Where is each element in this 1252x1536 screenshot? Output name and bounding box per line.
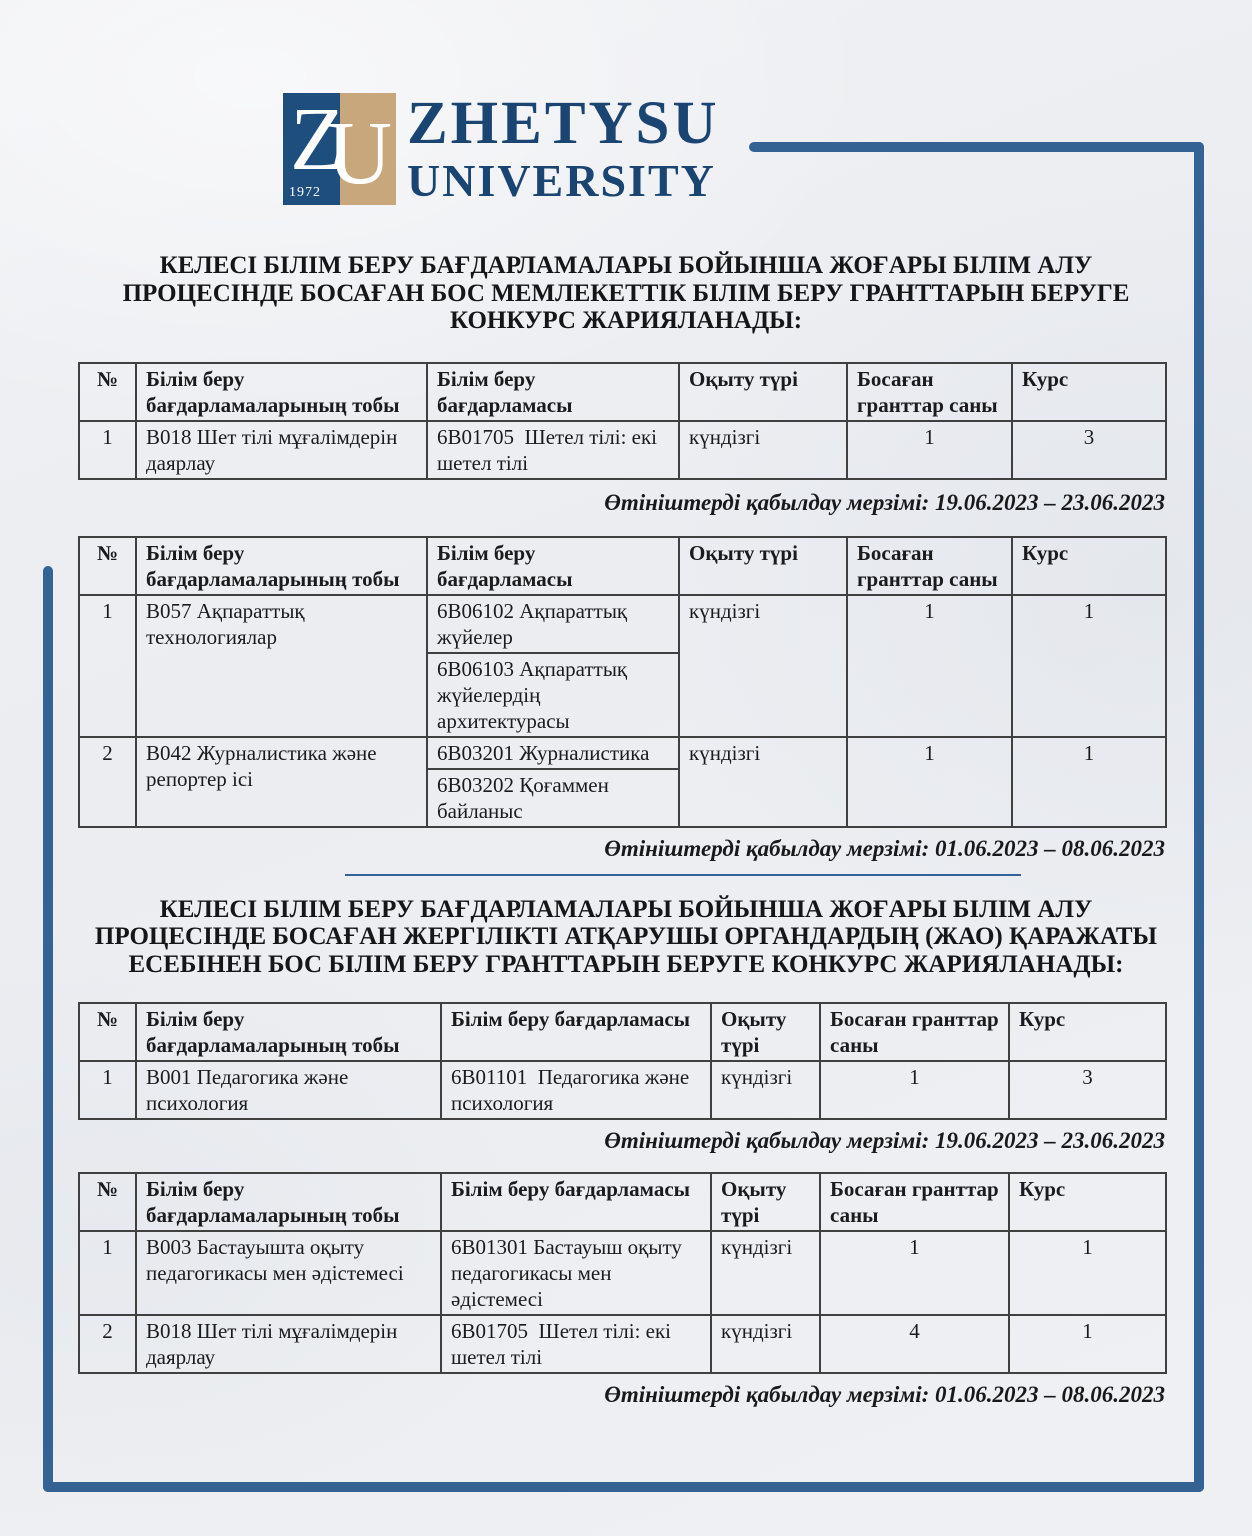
cell-program: 6B06103 Ақпараттық жүйелердің архитектурасы <box>427 653 679 737</box>
grants-table-2 <box>78 536 1167 828</box>
cell-course: 1 <box>1009 1231 1166 1315</box>
cell-grants: 1 <box>847 737 1012 827</box>
table-row <box>79 1315 1166 1373</box>
logo-year: 1972 <box>289 185 321 200</box>
cell-program: 6B01301 Бастауыш оқыту педагогикасы мен әдістемесі <box>441 1231 711 1315</box>
col-header-course: Курс <box>1009 1003 1166 1061</box>
cell-group: B042 Журналистика және репортер ісі <box>136 737 427 827</box>
cell-group: B057 Ақпараттық технологиялар <box>136 595 427 737</box>
cell-grants: 1 <box>820 1061 1009 1119</box>
cell-no: 1 <box>79 595 136 737</box>
grants-table-3 <box>78 1002 1167 1120</box>
section-2-heading: КЕЛЕСІ БІЛІМ БЕРУ БАҒДАРЛАМАЛАРЫ БОЙЫНША ЖОҒАРЫ БІЛІМ АЛУ ПРОЦЕСІНДЕ БОСАҒАН ЖЕРГІЛІКТІ АТҚАРУШЫ ОРГАНДАРДЫҢ (ЖАО) ҚАРАЖАТЫ ЕСЕБІНЕН БОС БІЛІМ БЕРУ ГРАНТТАРЫН БЕРУГЕ КОНКУРС ЖАРИЯЛАНАДЫ: <box>94 895 1158 978</box>
cell-program: 6B06102 Ақпараттық жүйелер <box>427 595 679 653</box>
cell-group: B003 Бастауышта оқыту педагогикасы мен әдістемесі <box>136 1231 441 1315</box>
cell-study-form: күндізгі <box>711 1315 820 1373</box>
grants-table-1 <box>78 362 1167 480</box>
table-header-row <box>79 1003 1166 1061</box>
table-row <box>79 1231 1166 1315</box>
col-header-study-form: Оқыту түрі <box>711 1003 820 1061</box>
col-header-group: Білім беру бағдарламаларының тобы <box>136 537 427 595</box>
university-name-line1: ZHETYSU <box>407 90 720 157</box>
table-row <box>79 737 1166 769</box>
col-header-grants: Босаған гранттар саны <box>820 1173 1009 1231</box>
cell-no: 2 <box>79 737 136 827</box>
application-deadline: Өтініштерді қабылдау мерзімі: 19.06.2023 – 23.06.2023 <box>604 1128 1165 1153</box>
university-logo <box>283 0 1252 205</box>
cell-program: 6B01705 Шетел тілі: екі шетел тілі <box>427 421 679 479</box>
cell-study-form: күндізгі <box>679 737 847 827</box>
cell-no: 1 <box>79 1231 136 1315</box>
section-1-heading: КЕЛЕСІ БІЛІМ БЕРУ БАҒДАРЛАМАЛАРЫ БОЙЫНША ЖОҒАРЫ БІЛІМ АЛУ ПРОЦЕСІНДЕ БОСАҒАН БОС МЕМЛЕКЕТТІК БІЛІМ БЕРУ ГРАНТТАРЫН БЕРУГЕ КОНКУРС ЖАРИЯЛАНАДЫ: <box>122 252 1130 334</box>
cell-course: 1 <box>1012 737 1166 827</box>
cell-group: B018 Шет тілі мұғалімдерін даярлау <box>136 1315 441 1373</box>
cell-course: 3 <box>1012 421 1166 479</box>
col-header-grants: Босаған гранттар саны <box>847 363 1012 421</box>
col-header-course: Курс <box>1012 363 1166 421</box>
cell-study-form: күндізгі <box>711 1061 820 1119</box>
zu-logo-mark <box>283 90 396 205</box>
cell-grants: 1 <box>820 1231 1009 1315</box>
col-header-study-form: Оқыту түрі <box>679 537 847 595</box>
table-row <box>79 595 1166 653</box>
frame-top-border <box>749 142 1204 152</box>
university-name-line2: UNIVERSITY <box>407 155 716 206</box>
cell-no: 2 <box>79 1315 136 1373</box>
col-header-study-form: Оқыту түрі <box>711 1173 820 1231</box>
col-header-no: № <box>79 1003 136 1061</box>
col-header-no: № <box>79 537 136 595</box>
cell-program: 6B01705 Шетел тілі: екі шетел тілі <box>441 1315 711 1373</box>
cell-course: 1 <box>1012 595 1166 737</box>
cell-grants: 1 <box>847 595 1012 737</box>
application-deadline: Өтініштерді қабылдау мерзімі: 01.06.2023 – 08.06.2023 <box>604 835 1165 861</box>
cell-grants: 4 <box>820 1315 1009 1373</box>
table-header-row <box>79 1173 1166 1231</box>
table-header-row <box>79 363 1166 421</box>
cell-no: 1 <box>79 1061 136 1119</box>
col-header-no: № <box>79 363 136 421</box>
section-divider-line <box>345 874 1021 876</box>
frame-right-border <box>1194 142 1204 1492</box>
frame-left-border <box>43 566 53 1492</box>
col-header-study-form: Оқыту түрі <box>679 363 847 421</box>
cell-study-form: күндізгі <box>679 421 847 479</box>
col-header-course: Курс <box>1009 1173 1166 1231</box>
cell-course: 3 <box>1009 1061 1166 1119</box>
cell-program: 6B03202 Қоғаммен байланыс <box>427 769 679 827</box>
cell-grants: 1 <box>847 421 1012 479</box>
col-header-program: Білім беру бағдарламасы <box>441 1173 711 1231</box>
col-header-grants: Босаған гранттар саны <box>820 1003 1009 1061</box>
col-header-program: Білім беру бағдарламасы <box>441 1003 711 1061</box>
cell-study-form: күндізгі <box>679 595 847 737</box>
grants-table-4 <box>78 1172 1167 1374</box>
col-header-group: Білім беру бағдарламаларының тобы <box>136 1003 441 1061</box>
logo-letter-u: U <box>327 104 392 203</box>
col-header-course: Курс <box>1012 537 1166 595</box>
table-row <box>79 421 1166 479</box>
cell-program: 6B03201 Журналистика <box>427 737 679 769</box>
cell-group: B001 Педагогика және психология <box>136 1061 441 1119</box>
cell-study-form: күндізгі <box>711 1231 820 1315</box>
table-header-row <box>79 537 1166 595</box>
cell-group: B018 Шет тілі мұғалімдерін даярлау <box>136 421 427 479</box>
col-header-program: Білім беру бағдарламасы <box>427 537 679 595</box>
col-header-group: Білім беру бағдарламаларының тобы <box>136 1173 441 1231</box>
application-deadline: Өтініштерді қабылдау мерзімі: 01.06.2023 – 08.06.2023 <box>604 1382 1165 1407</box>
cell-no: 1 <box>79 421 136 479</box>
university-name <box>407 90 720 206</box>
col-header-group: Білім беру бағдарламаларының тобы <box>136 363 427 421</box>
application-deadline: Өтініштерді қабылдау мерзімі: 19.06.2023 – 23.06.2023 <box>604 489 1165 515</box>
col-header-program: Білім беру бағдарламасы <box>427 363 679 421</box>
frame-bottom-border <box>43 1482 1204 1492</box>
cell-program: 6B01101 Педагогика және психология <box>441 1061 711 1119</box>
cell-course: 1 <box>1009 1315 1166 1373</box>
col-header-grants: Босаған гранттар саны <box>847 537 1012 595</box>
col-header-no: № <box>79 1173 136 1231</box>
logo-letter-z: Z <box>290 90 345 189</box>
table-row <box>79 1061 1166 1119</box>
